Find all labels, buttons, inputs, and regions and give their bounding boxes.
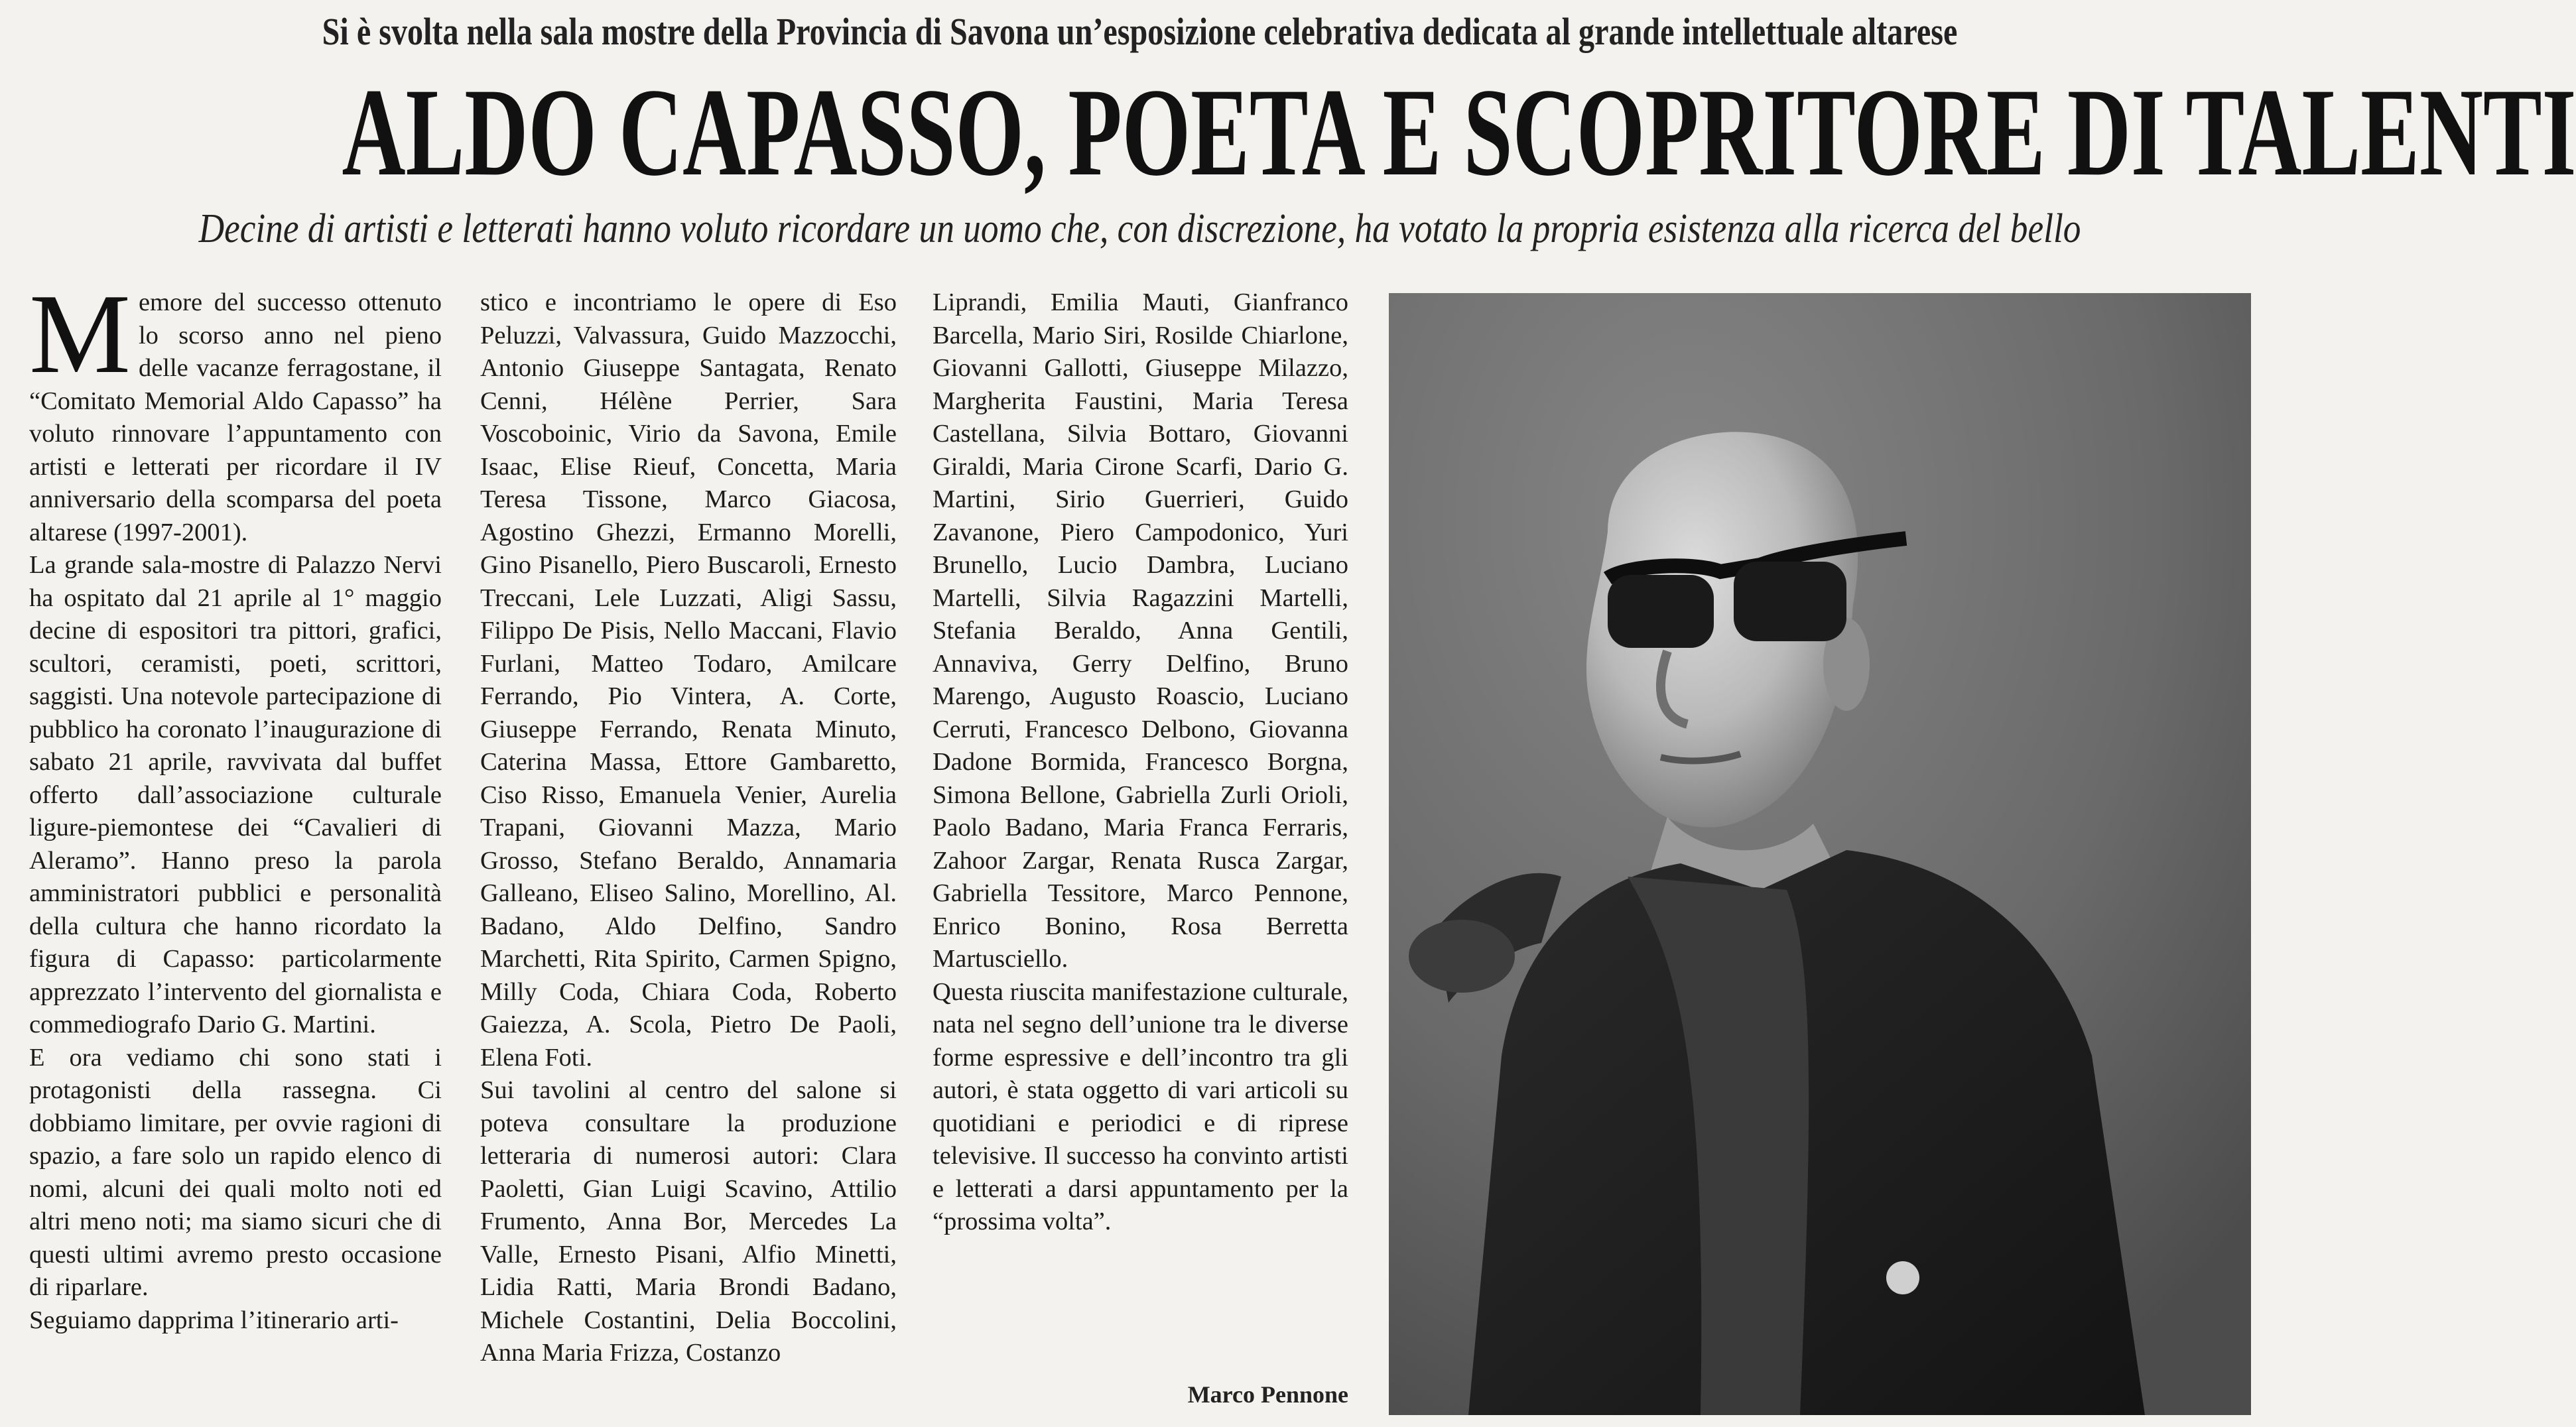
paragraph-4-continued: stico e incontriamo le opere di Eso Peluzzi, Valvassura, Guido Mazzocchi, Antonio Giuseppe Santagata, Renato Cenni, Hélène Perrier, Sara Voscoboinic, Virio da Savona, Emile Isaac, Elise Rieuf, Concetta, Maria Teresa Tissone, Marco Giacosa, Agostino Ghezzi, Ermanno Morelli, Gino Pisanello, Piero Buscaroli, Ernesto Treccani, Lele Luzzati, Aligi Sassu, Filippo De Pisis, Nello Maccani, Flavio Furlani, Matteo Todaro, Amilcare Ferrando, Pio Vintera, A. Corte, Giuseppe Ferrando, Renata Minuto, Caterina Massa, Ettore Gambaretto, Ciso Risso, Emanuela Venier, Aurelia Trapani, Giovanni Mazza, Mario Grosso, Stefano Beraldo, Annamaria Galleano, Eliseo Salino, Morellino, Al. Badano, Aldo Delfino, Sandro Marchetti, Rita Spirito, Carmen Spigno, Milly Coda, Chiara Coda, Roberto Gaiezza, A. Scola, Pietro De Paoli, Elena Foti. bbox=[480, 288, 897, 1072]
paragraph-5-start: Sui tavolini al centro del salone si poteva consultare la produzione letteraria di numerosi autori: Clara Paoletti, Gian Luigi Scavino, Attilio Frumento, Anna Bor, Mercedes La Valle, Ernesto Pisani, Alfio Minetti, Lidia Ratti, Maria Brondi Badano, Michele Costantini, Delia Boccolini, Anna Maria Frizza, Costanzo bbox=[480, 1076, 897, 1367]
byline: Marco Pennone bbox=[1187, 1381, 1348, 1408]
article-column-3 bbox=[933, 286, 1348, 1239]
kicker: Si è svolta nella sala mostre della Provincia di Savona un’esposizione celebrativa dedicata al grande intellettuale altarese bbox=[322, 10, 1958, 53]
paragraph-1 bbox=[29, 271, 442, 549]
paragraph-1-text: emore del successo ottenuto lo scorso anno nel pieno delle vacanze ferragostane, il “Comitato Memorial Aldo Capasso” ha voluto rinnovare l’appuntamento con artisti e letterati per ricordare il IV anniversario della scomparsa del poeta altarese (1997-2001). bbox=[29, 288, 442, 546]
subheadline: Decine di artisti e letterati hanno voluto ricordare un uomo che, con discrezione, ha votato la propria esistenza alla ricerca del bello bbox=[198, 206, 2081, 251]
paragraph-2: La grande sala-mostre di Palazzo Nervi ha ospitato dal 21 aprile al 1° maggio decine di espositori tra pittori, grafici, scultori, ceramisti, poeti, scrittori, saggisti. Una notevole partecipazione di pubblico ha coronato l’inaugurazione di sabato 21 aprile, ravvivata dal buffet offerto dall’associazione culturale ligure-piemontese dei “Cavalieri di Aleramo”. Hanno preso la parola amministratori pubblici e personalità della cultura che hanno ricordato la figura di Capasso: particolarmente apprezzato l’intervento del giornalista e commediografo Dario G. Martini. bbox=[29, 551, 442, 1038]
paragraph-4-start: Seguiamo dapprima l’itinerario arti- bbox=[29, 1306, 399, 1334]
paragraph-6: Questa riuscita manifestazione culturale, nata nel segno dell’unione tra le diverse forme espressive e dell’incontro tra gli autori, è stata oggetto di vari articoli su quotidiani e periodici e di riprese televisive. Il successo ha convinto artisti e letterati a darsi appuntamento per la “prossima volta”. bbox=[933, 977, 1348, 1235]
paragraph-3: E ora vediamo chi sono stati i protagonisti della rassegna. Ci dobbiamo limitare, per ovvie ragioni di spazio, a fare solo un rapido elenco di nomi, alcuni dei quali molto noti ed altri meno noti; ma siamo sicuri che di questi ultimi avremo presto occasione di riparlare. bbox=[29, 1043, 442, 1301]
drop-cap: M bbox=[29, 271, 131, 397]
article-column-2 bbox=[480, 286, 897, 1370]
portrait-photo bbox=[1389, 293, 2251, 1415]
article-column-1 bbox=[29, 271, 442, 1337]
portrait-illustration bbox=[1389, 293, 2251, 1415]
headline: ALDO CAPASSO, POETA E SCOPRITORE DI TALENTI bbox=[342, 63, 2576, 202]
paragraph-5-continued: Liprandi, Emilia Mauti, Gianfranco Barcella, Mario Siri, Rosilde Chiarlone, Giovanni Gallotti, Giuseppe Milazzo, Margherita Faustini, Maria Teresa Castellana, Silvia Bottaro, Giovanni Giraldi, Maria Cirone Scarfi, Dario G. Martini, Sirio Guerrieri, Guido Zavanone, Piero Campodonico, Yuri Brunello, Lucio Dambra, Luciano Martelli, Silvia Ragazzini Martelli, Stefania Beraldo, Anna Gentili, Annaviva, Gerry Delfino, Bruno Marengo, Augusto Roascio, Luciano Cerruti, Francesco Delbono, Giovanna Dadone Bormida, Francesco Borgna, Simona Bellone, Gabriella Zurli Orioli, Paolo Badano, Maria Franca Ferraris, Zahoor Zargar, Renata Rusca Zargar, Gabriella Tessitore, Marco Pennone, Enrico Bonino, Rosa Berretta Martusciello. bbox=[933, 288, 1348, 973]
